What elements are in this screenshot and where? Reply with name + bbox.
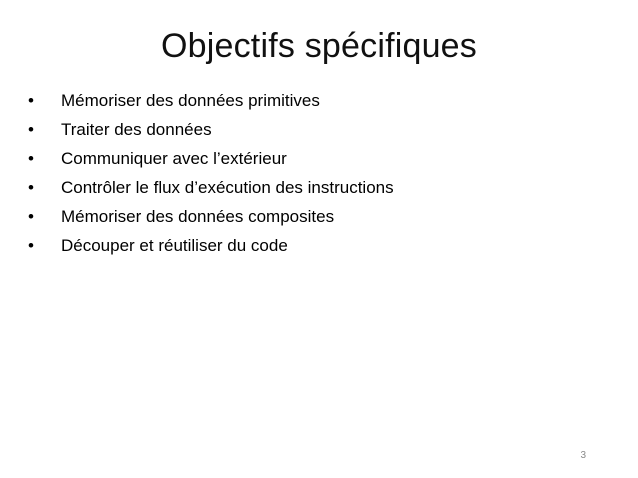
- list-item-text: Traiter des données: [61, 120, 212, 139]
- bullet-icon: •: [28, 120, 34, 139]
- bullet-icon: •: [28, 178, 34, 197]
- list-item-text: Mémoriser des données composites: [61, 207, 335, 226]
- list-item-text: Communiquer avec l’extérieur: [61, 149, 287, 168]
- list-item-text: Découper et réutiliser du code: [61, 236, 288, 255]
- bullet-icon: •: [28, 149, 34, 168]
- slide-title: Objectifs spécifiques: [160, 27, 477, 65]
- bullet-icon: •: [28, 91, 34, 110]
- page-number: 3: [580, 450, 586, 461]
- list-item-text: Contrôler le flux d’exécution des instructions: [61, 178, 394, 197]
- list-item-text: Mémoriser des données primitives: [61, 91, 320, 110]
- bullet-icon: •: [28, 236, 34, 255]
- bullet-icon: •: [28, 207, 34, 226]
